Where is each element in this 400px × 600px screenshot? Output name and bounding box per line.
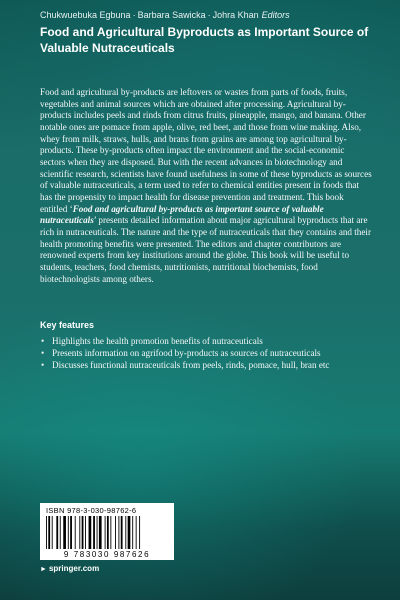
key-features-heading: Key features [40,320,95,330]
editor-name: Barbara Sawicka [137,10,206,20]
editors-role: Editors [261,10,290,20]
description-text: Food and agricultural by-products are leftovers or wastes from parts of foods, fruits, vegetables and animal sources which are obtained after processing. Agricultural by-products includes peels and rinds from citrus fruits, pineapple, mango, and banana. Other notable ones are pomace from apple, olive, red beet, and those from wine making. Also, whey from milk, straws, hulls, and brans from grains are among top agricultural by-products. These by-products often impact the environment and the social-economic sectors when they are disposed. But with the recent advances in biotechnology and scientific research, scientists have found usefulness in some of these byproducts as sources of valuable nutraceuticals, a term used to refer to chemical entities present in foods that has the propensity to impact health for disease prevention and treatment. This book entitled ‘ [40,87,372,214]
key-feature-item: • Discusses functional nutraceuticals from peels, rinds, pomace, hull, bran etc [40,360,370,372]
editor-name: Johra Khan [212,10,259,20]
book-description [40,87,372,285]
key-feature-item: • Presents information on agrifood by-products as sources of nutraceuticals [40,348,370,360]
key-feature-item: • Highlights the health promotion benefits of nutraceuticals [40,336,370,348]
barcode-icon [46,516,168,549]
publisher-link[interactable] [40,564,99,573]
editors-line [40,10,380,20]
isbn-label: ISBN 978-3-030-98762-6 [46,506,137,515]
name-separator: · [207,10,211,20]
barcode-number: 9 783030 987626 [63,550,151,559]
book-title: Food and Agricultural Byproducts as Important Source of Valuable Nutraceuticals [40,25,369,55]
key-features-list [40,336,370,371]
barcode-box [40,503,174,560]
arrow-icon: ► [40,566,47,573]
publisher-url: springer.com [48,564,100,573]
description-text: ’ presents detailed information about major agricultural byproducts that are rich in nutraceuticals. The nature and the type of nutraceuticals that they contains and their health promoting benefits were presented. The editors and chapter contributors are renowned experts from key institutions around the globe. This book will be useful to students, teachers, food chemists, nutritionists, nutritional biochemists, food biotechnologists among others. [40,215,371,284]
name-separator: · [132,10,136,20]
description-emphasis: Food and agricultural by-products as important source of valuable nutraceuticals [40,203,324,226]
editor-name: Chukwuebuka Egbuna [40,10,131,20]
